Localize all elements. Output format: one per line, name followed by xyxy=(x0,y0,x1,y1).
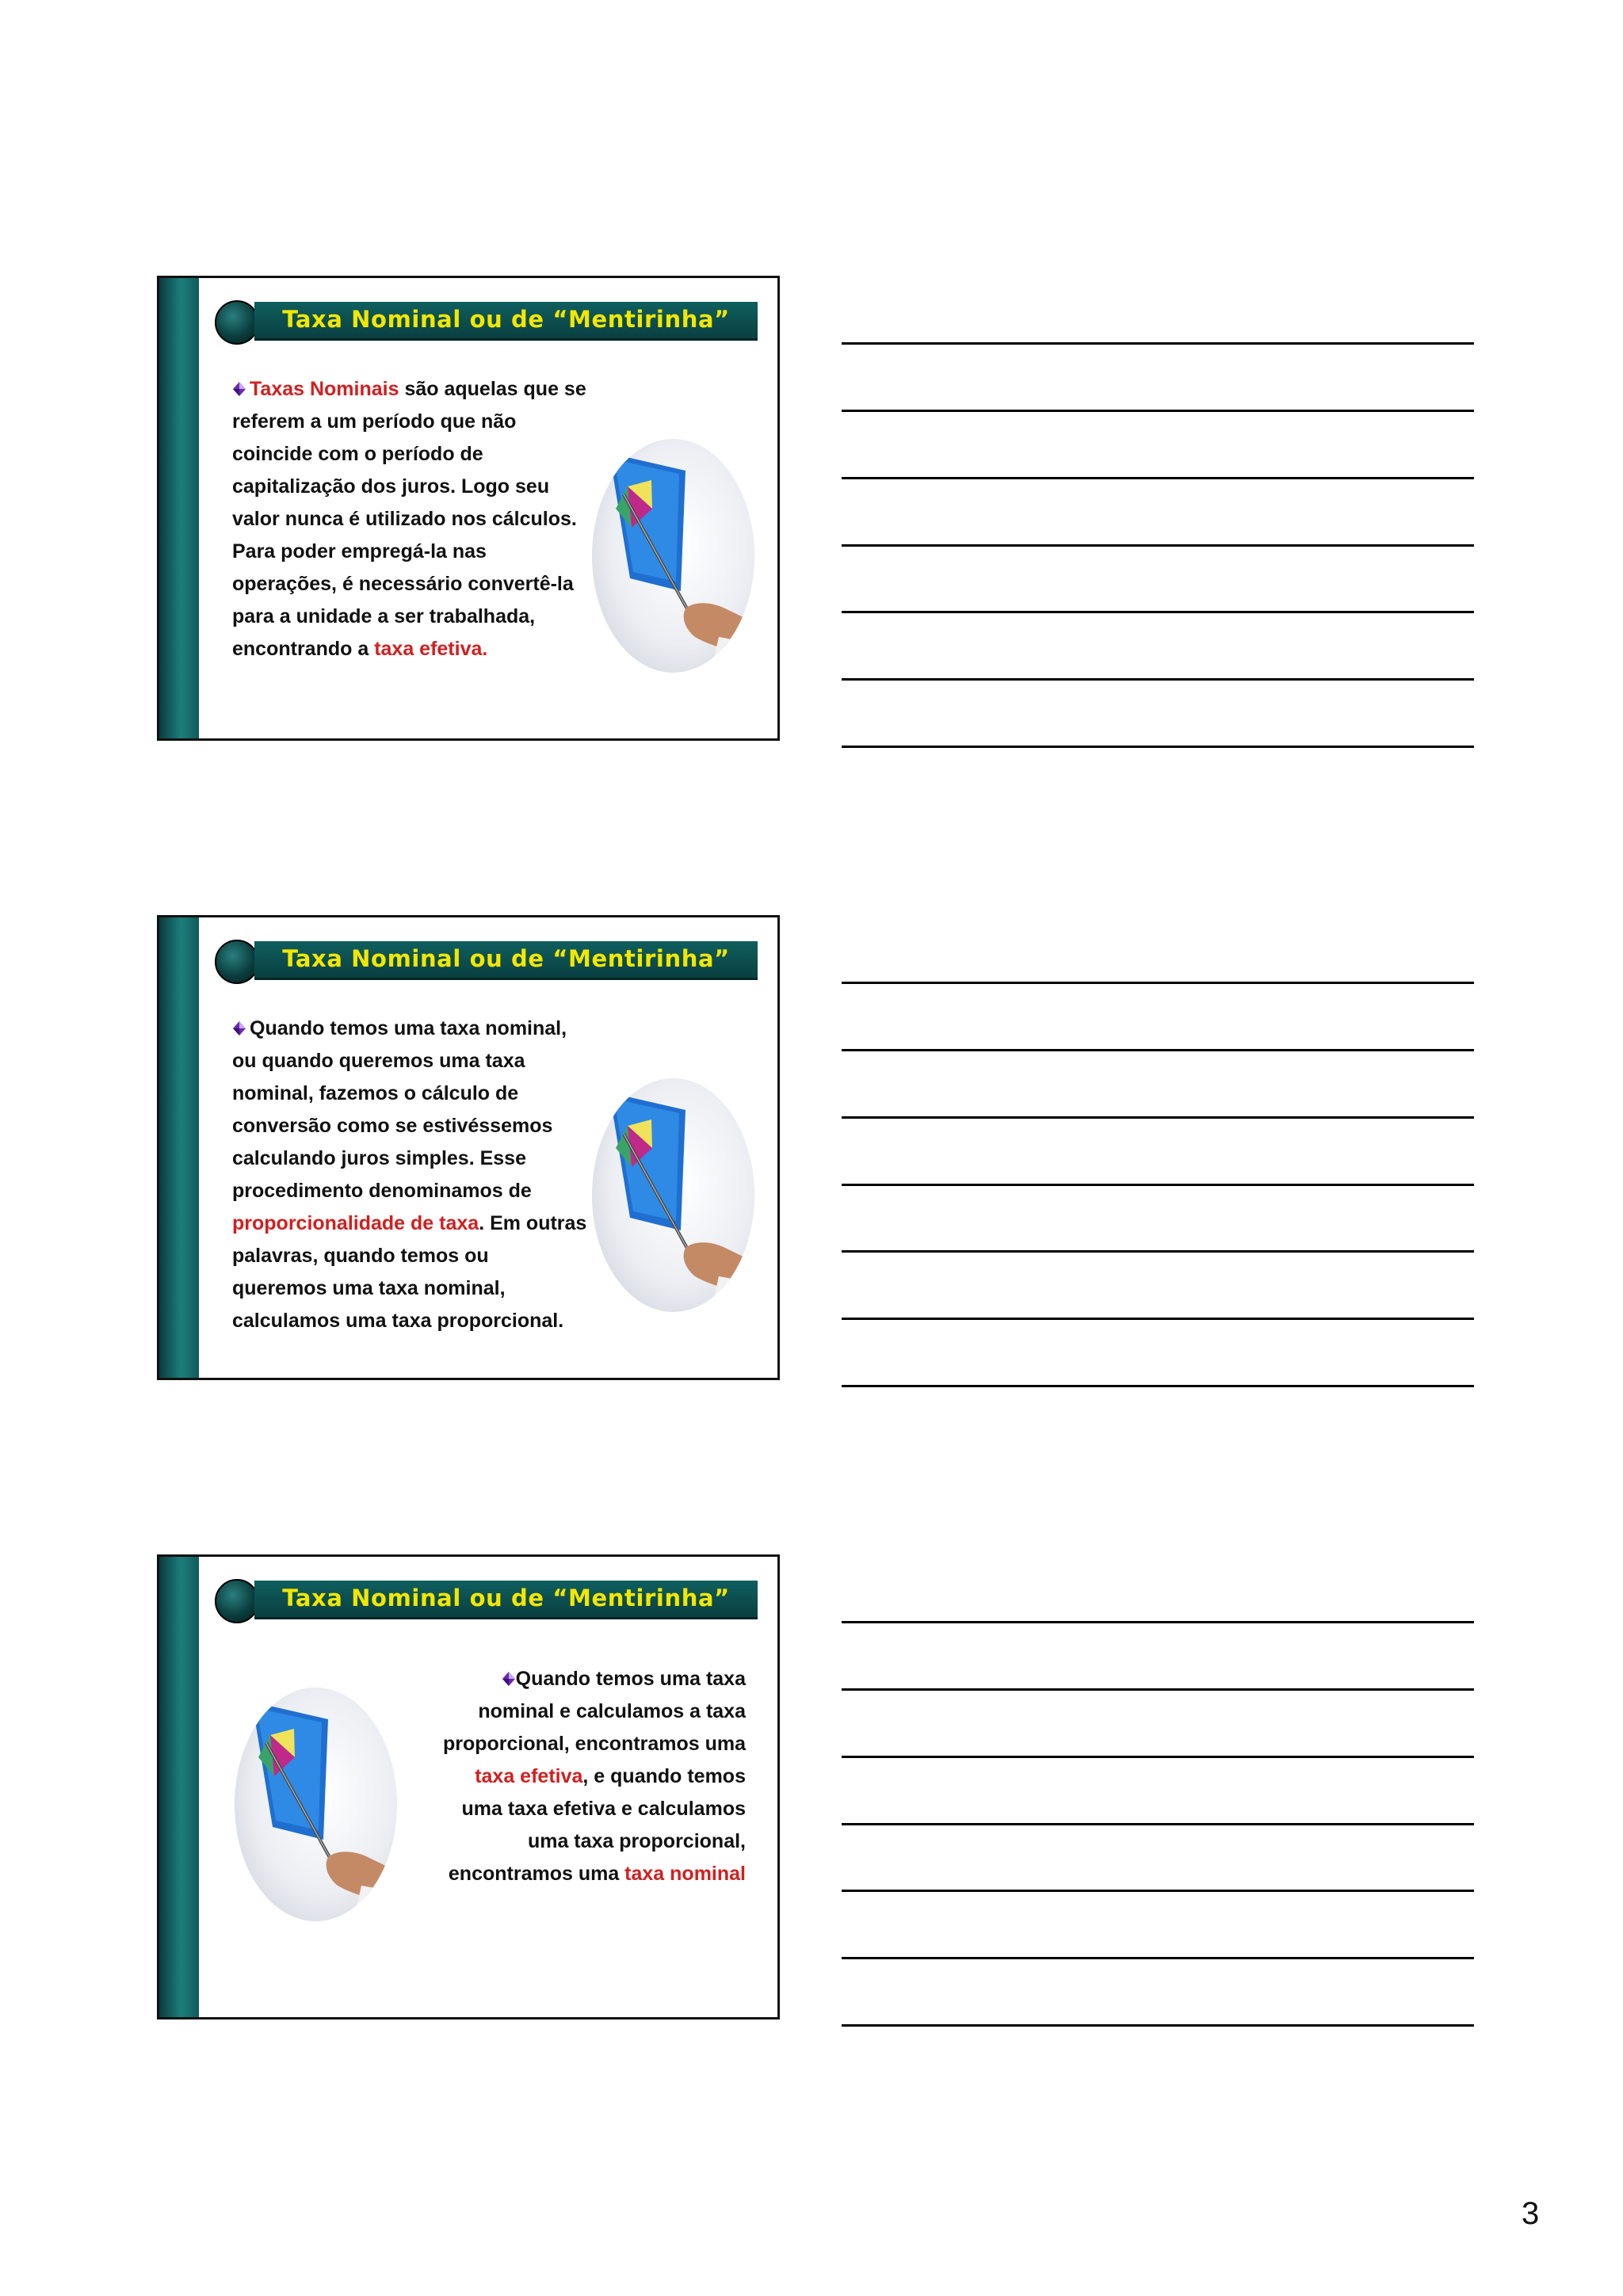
slide-body-text xyxy=(232,1013,589,1337)
note-line xyxy=(842,1116,1474,1119)
slide-body-text xyxy=(232,373,589,666)
note-line xyxy=(842,342,1474,345)
note-line xyxy=(842,1823,1474,1825)
body-segment: Quando temos uma taxa nominal e calculamos a taxa proporcional, encontramos uma xyxy=(442,1668,746,1755)
slide-body-text xyxy=(429,1663,746,1890)
body-segment-highlight: Taxas Nominais xyxy=(250,378,399,400)
body-segment: Quando temos uma taxa nominal, ou quando queremos uma taxa nominal, fazemos o cálculo de conversão como se estivéssemos calculando juros simples. Esse procedimento denominamos de xyxy=(232,1017,567,1202)
slide-title-band xyxy=(254,302,758,341)
title-bullet-circle xyxy=(215,1579,259,1623)
note-line xyxy=(842,746,1474,748)
body-segment-highlight: taxa nominal xyxy=(624,1863,746,1885)
note-line xyxy=(842,410,1474,412)
note-line xyxy=(842,544,1474,547)
note-line xyxy=(842,1250,1474,1253)
note-line xyxy=(842,1049,1474,1051)
slide-2 xyxy=(157,915,780,1380)
note-line xyxy=(842,1957,1474,1959)
note-line xyxy=(842,2024,1474,2027)
title-bullet-circle xyxy=(215,300,259,345)
slide-3 xyxy=(157,1554,780,2019)
note-line xyxy=(842,1756,1474,1758)
note-line xyxy=(842,1385,1474,1387)
title-bullet-circle xyxy=(215,940,259,984)
body-segment-highlight: proporcionalidade de taxa xyxy=(232,1212,479,1234)
body-segment: são aquelas que se referem a um período que não coincide com o período de capitalização dos juros. Logo seu valor nunca é utilizado nos cálculos. Para poder empregá-la nas operações, é necessário convertê-la para a unidade a ser trabalhada, encontrando a xyxy=(232,378,586,660)
note-line xyxy=(842,477,1474,479)
note-line xyxy=(842,611,1474,613)
diamond-bullet-icon xyxy=(498,1663,516,1695)
note-line xyxy=(842,1890,1474,1892)
body-segment-highlight: taxa efetiva xyxy=(475,1765,583,1787)
presentation-pointer-icon xyxy=(592,1078,754,1312)
slide-side-bar xyxy=(159,278,199,738)
slide-1 xyxy=(157,276,780,741)
body-segment-highlight: taxa efetiva. xyxy=(374,638,488,660)
slide-side-bar xyxy=(159,917,199,1378)
presentation-pointer-icon xyxy=(235,1688,397,1921)
slide-title-band xyxy=(254,941,758,980)
slide-title: Taxa Nominal ou de “Mentirinha” xyxy=(282,1585,730,1611)
note-line xyxy=(842,982,1474,984)
note-line xyxy=(842,1688,1474,1691)
page-number: 3 xyxy=(1522,2196,1540,2231)
note-line xyxy=(842,1184,1474,1186)
presentation-pointer-icon xyxy=(592,439,754,673)
note-line xyxy=(842,1621,1474,1623)
body-segment: , e quando temos uma taxa efetiva e calculamos uma taxa proporcional, encontramos uma xyxy=(448,1765,746,1885)
slide-title-band xyxy=(254,1581,758,1619)
slide-title: Taxa Nominal ou de “Mentirinha” xyxy=(282,945,730,972)
slide-title: Taxa Nominal ou de “Mentirinha” xyxy=(282,306,730,333)
slide-side-bar xyxy=(159,1557,199,2017)
note-line xyxy=(842,1318,1474,1320)
note-line xyxy=(842,678,1474,681)
body-segment: . Em outras palavras, quando temos ou queremos uma taxa nominal, calculamos uma taxa proporcional. xyxy=(232,1212,587,1332)
diamond-bullet-icon xyxy=(232,373,250,406)
diamond-bullet-icon xyxy=(232,1013,250,1045)
